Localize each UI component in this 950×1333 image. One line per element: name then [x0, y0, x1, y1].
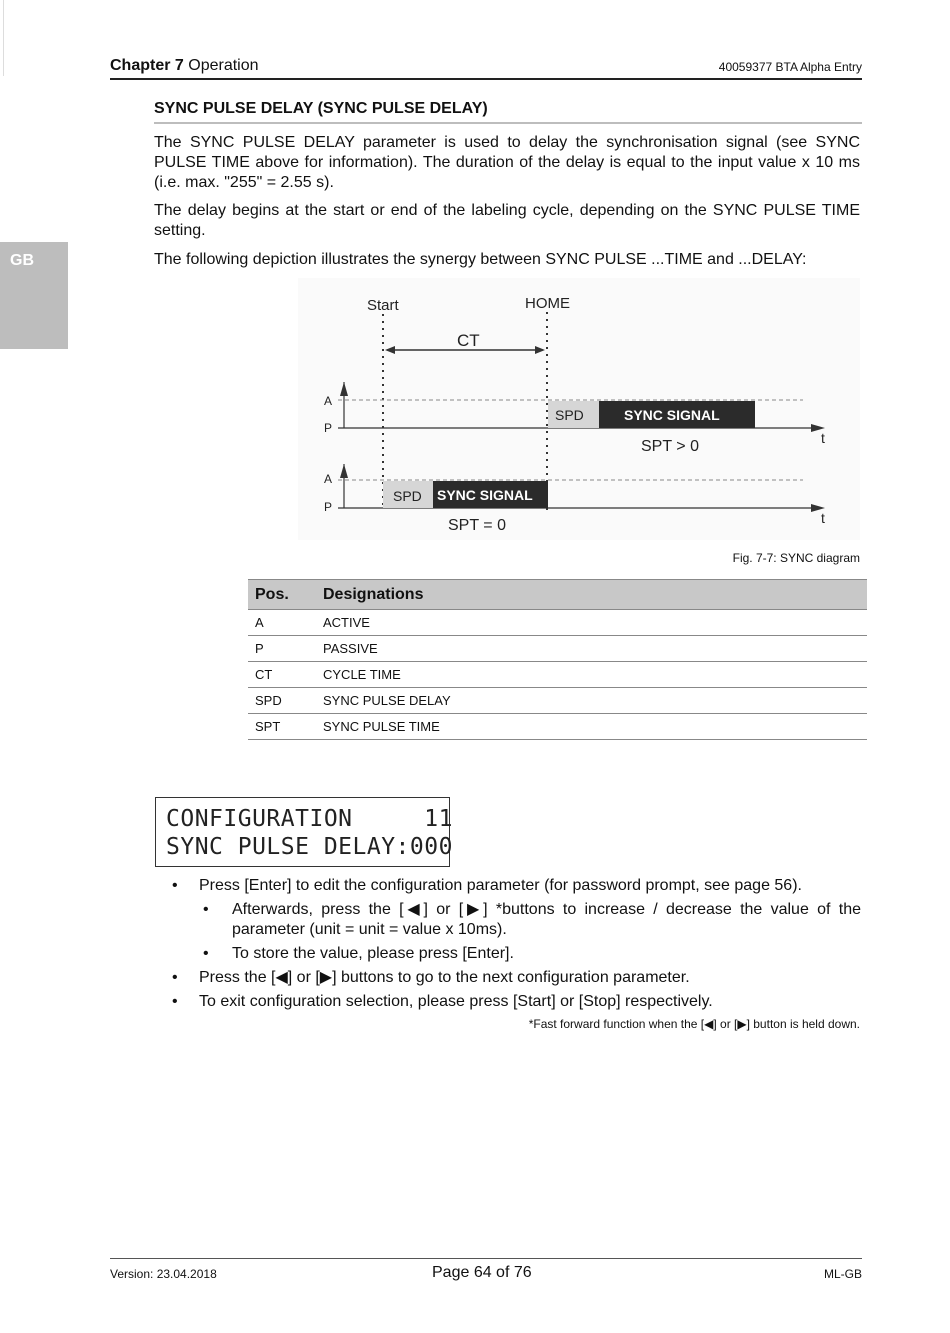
- upper-t-label: t: [821, 430, 825, 446]
- lower-a-label: A: [324, 472, 333, 486]
- bullet-dot: •: [172, 993, 178, 1010]
- table-cell-designation: ACTIVE: [316, 610, 867, 636]
- list-item-text: To exit configuration selection, please press [Start] or [Stop] respectively.: [199, 993, 713, 1010]
- section-title: SYNC PULSE DELAY (SYNC PULSE DELAY): [154, 100, 862, 124]
- bullet-dot: •: [203, 945, 209, 962]
- lcd-line-2: SYNC PULSE DELAY:000: [166, 834, 453, 860]
- list-item-text: Press the [◀] or [▶] buttons to go to the next configuration parameter.: [199, 969, 690, 986]
- upper-spd-label: SPD: [555, 407, 584, 423]
- page-header: [110, 56, 862, 80]
- chapter-label: Chapter 7: [110, 57, 184, 74]
- table-cell-designation: SYNC PULSE TIME: [316, 714, 867, 740]
- lower-t-label: t: [821, 510, 825, 526]
- version-label: Version: 23.04.2018: [110, 1267, 217, 1281]
- page-footer: [110, 1258, 862, 1285]
- upper-p-label: P: [324, 421, 333, 435]
- list-item: [165, 900, 861, 940]
- spt-greater-label: SPT > 0: [641, 438, 699, 455]
- table-header-designations: Designations: [316, 580, 867, 610]
- sync-diagram: [298, 278, 860, 540]
- list-item: [165, 876, 861, 896]
- page-edge-line: [3, 0, 4, 76]
- lower-sync-signal-label: SYNC SIGNAL: [437, 487, 533, 503]
- language-tab: [0, 242, 68, 349]
- language-code: ML-GB: [823, 1267, 862, 1281]
- lower-spd-label: SPD: [393, 488, 422, 504]
- upper-a-label: A: [324, 394, 333, 408]
- designations-table: [248, 579, 867, 740]
- chapter-heading: [110, 57, 259, 75]
- table-row: [248, 688, 867, 714]
- footnote: *Fast forward function when the [◀] or [▶] button is held down.: [528, 1017, 860, 1031]
- paragraph-1: The SYNC PULSE DELAY parameter is used to delay the synchronisation signal (see SYNC PULSE TIME above for information). The duration of the delay is equal to the input value x 10 ms (i.e. max. "255" = 2.55 s).: [154, 134, 860, 191]
- bullet-dot: •: [172, 969, 178, 986]
- instruction-list: [165, 876, 861, 1012]
- table-cell-designation: CYCLE TIME: [316, 662, 867, 688]
- paragraph-2: The delay begins at the start or end of the labeling cycle, depending on the SYNC PULSE TIME setting.: [154, 202, 860, 239]
- upper-sync-signal-label: SYNC SIGNAL: [624, 407, 720, 423]
- home-label: HOME: [525, 295, 570, 312]
- ct-label: CT: [457, 331, 480, 350]
- list-item: [165, 968, 861, 988]
- table-cell-pos: CT: [248, 662, 316, 688]
- table-row: [248, 714, 867, 740]
- start-label: Start: [367, 297, 399, 314]
- table-row: [248, 636, 867, 662]
- table-row: [248, 662, 867, 688]
- chapter-title: Operation: [188, 57, 259, 74]
- lcd-line-1: CONFIGURATION 11: [166, 806, 453, 832]
- table-header-row: [248, 580, 867, 610]
- lcd-display: [155, 797, 453, 867]
- table-cell-designation: PASSIVE: [316, 636, 867, 662]
- lower-p-label: P: [324, 500, 333, 514]
- table-cell-pos: SPD: [248, 688, 316, 714]
- list-item-text: To store the value, please press [Enter].: [232, 945, 514, 962]
- list-item-text: Afterwards, press the [◀] or [▶] *buttons to increase / decrease the value of the parameter (unit = unit = value x 10ms).: [232, 901, 861, 938]
- list-item-text: Press [Enter] to edit the configuration parameter (for password prompt, see page 56).: [199, 877, 802, 894]
- figure-caption: Fig. 7-7: SYNC diagram: [732, 551, 860, 565]
- table-cell-pos: A: [248, 610, 316, 636]
- document-id: 40059377 BTA Alpha Entry: [718, 60, 862, 74]
- list-item: [165, 992, 861, 1012]
- list-item: [165, 944, 861, 964]
- table-row: [248, 610, 867, 636]
- paragraph-3: The following depiction illustrates the synergy between SYNC PULSE ...TIME and ...DELAY:: [154, 251, 807, 268]
- table-header-pos: Pos.: [248, 580, 316, 610]
- spt-equal-label: SPT = 0: [448, 517, 506, 534]
- table-cell-pos: SPT: [248, 714, 316, 740]
- bullet-dot: •: [203, 901, 209, 918]
- table-cell-designation: SYNC PULSE DELAY: [316, 688, 867, 714]
- language-tab-label: GB: [10, 252, 34, 269]
- page-number: Page 64 of 76: [432, 1264, 532, 1281]
- bullet-dot: •: [172, 877, 178, 894]
- table-cell-pos: P: [248, 636, 316, 662]
